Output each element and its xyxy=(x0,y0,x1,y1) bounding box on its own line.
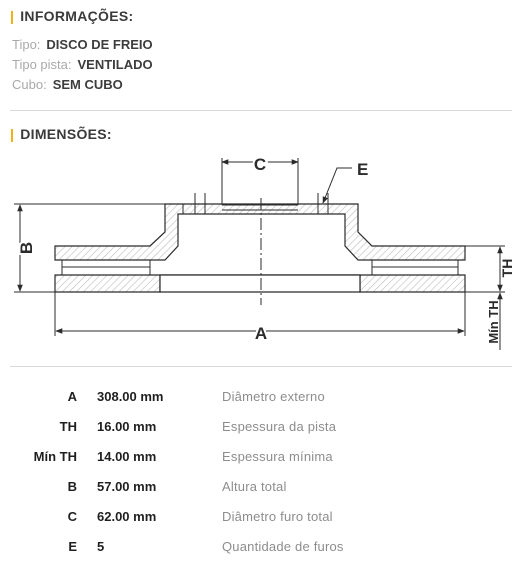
section-divider xyxy=(10,110,512,111)
brake-disc-diagram xyxy=(0,148,522,363)
label-e: E xyxy=(357,160,369,179)
dimension-key: Mín TH xyxy=(33,449,77,464)
disc-cross-section xyxy=(55,204,465,292)
dimensions-title-text: DIMENSÕES: xyxy=(20,126,112,142)
info-title-text: INFORMAÇÕES: xyxy=(20,8,134,24)
dimension-e xyxy=(323,168,352,203)
dimension-key: A xyxy=(67,389,77,404)
dimension-key: C xyxy=(67,509,77,524)
dimension-row xyxy=(0,479,522,501)
dimension-row xyxy=(0,419,522,441)
disc-left-upper xyxy=(55,204,465,260)
info-row-track-type xyxy=(12,57,153,72)
dimension-description: Espessura mínima xyxy=(222,449,333,464)
accent-bar: | xyxy=(10,8,15,24)
disc-inner-ring xyxy=(160,275,360,292)
accent-bar: | xyxy=(10,126,15,142)
dimension-row xyxy=(0,509,522,531)
info-value: SEM CUBO xyxy=(52,77,123,92)
info-row-type xyxy=(12,37,153,52)
dimension-value: 16.00 mm xyxy=(97,419,157,434)
dimension-value: 57.00 mm xyxy=(97,479,157,494)
label-b: B xyxy=(17,241,36,255)
section-divider xyxy=(10,366,512,367)
label-th: TH xyxy=(499,258,515,278)
label-a: A xyxy=(254,324,268,343)
dimension-description: Altura total xyxy=(222,479,287,494)
info-label: Tipo: xyxy=(12,37,41,52)
dimension-row xyxy=(0,539,522,561)
dimension-description: Espessura da pista xyxy=(222,419,337,434)
dimension-row xyxy=(0,449,522,471)
dimensions-section-title xyxy=(10,126,112,142)
info-label: Tipo pista: xyxy=(12,57,72,72)
dimension-value: 14.00 mm xyxy=(97,449,157,464)
label-min-th: Mín TH xyxy=(486,300,501,344)
dimension-description: Diâmetro externo xyxy=(222,389,325,404)
dimension-key: B xyxy=(67,479,77,494)
info-row-hub xyxy=(12,77,123,92)
dimension-value: 5 xyxy=(97,539,105,554)
label-c: C xyxy=(253,155,267,174)
info-label: Cubo: xyxy=(12,77,47,92)
dimension-row xyxy=(0,389,522,411)
info-value: DISCO DE FREIO xyxy=(46,37,153,52)
info-value: VENTILADO xyxy=(77,57,153,72)
dimension-key: E xyxy=(68,539,77,554)
dimension-key: TH xyxy=(59,419,77,434)
dimension-value: 62.00 mm xyxy=(97,509,157,524)
dimension-description: Diâmetro furo total xyxy=(222,509,333,524)
dimension-description: Quantidade de furos xyxy=(222,539,344,554)
dimension-value: 308.00 mm xyxy=(97,389,164,404)
info-section-title xyxy=(10,8,133,24)
disc-vents xyxy=(62,260,458,275)
